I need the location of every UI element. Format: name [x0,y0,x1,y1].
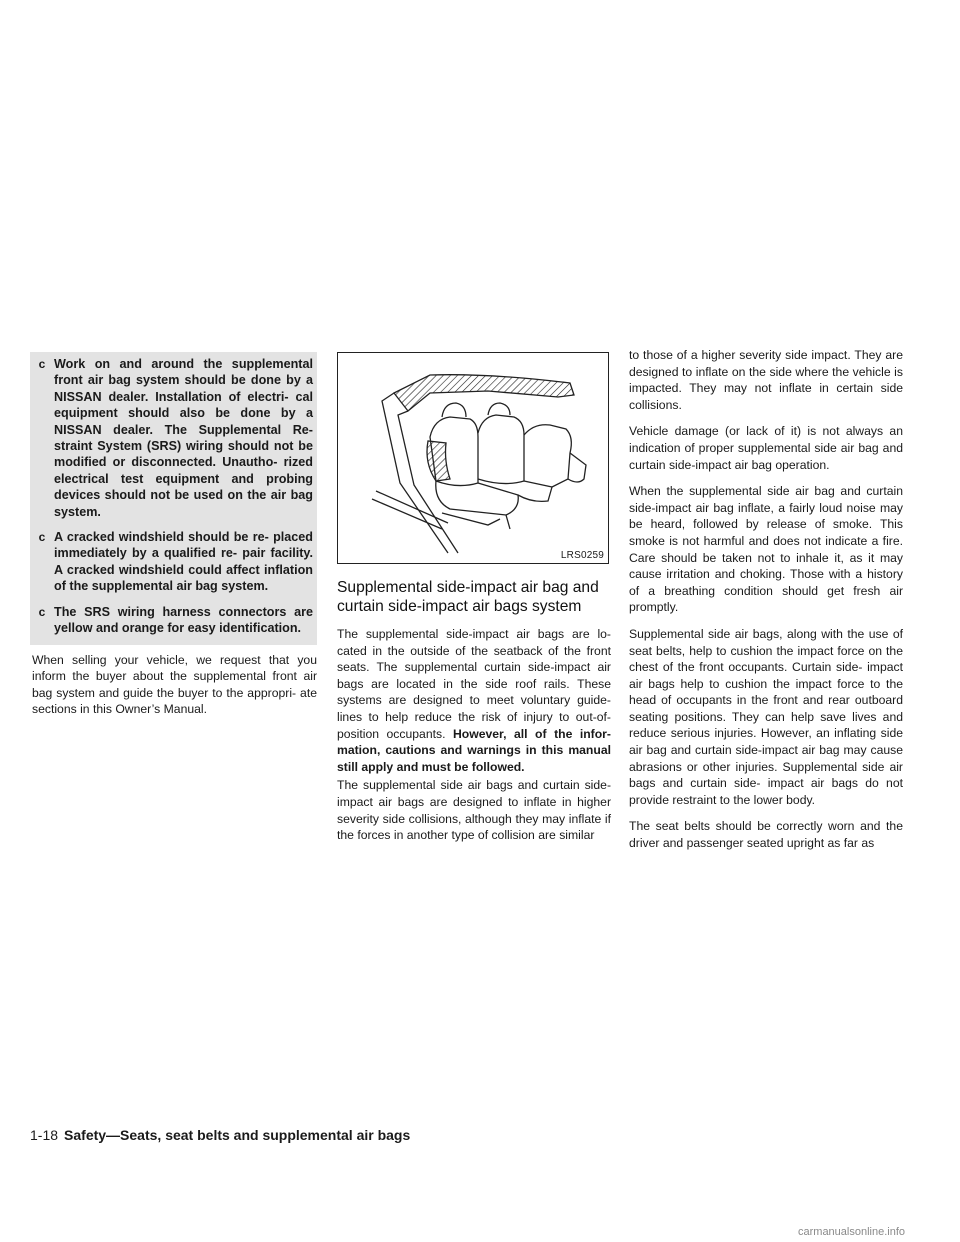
middle-column [337,352,611,854]
bullet-icon: c [38,604,46,619]
bold-notice: However, all of the infor- mation, cautions and warnings in this manual still apply and must be followed. [337,726,611,774]
warning-box [30,352,317,645]
side-airbag-illustration [337,352,609,564]
bullet-icon: c [38,357,46,371]
paragraph: to those of a higher severity side impact. They are designed to inflate on the side where the vehicle is impacted. They may not inflate in certain side collisions. [629,348,903,412]
side-airbag-paragraph-1 [337,626,611,775]
side-airbag-paragraph-2: The supplemental side air bags and curtain side- impact air bags are designed to inflate in higher severity side collisions, although they may inflate if the forces in another type of collision are similar [337,778,611,843]
paragraph: Supplemental side air bags, along with the use of seat belts, help to cushion the impact force on the chest of the front occupants. Curtain side- impact air bags help to cushion the impact force to the head of occupants in the front and rear outboard seating positions. They can help save lives and reduce serious injuries. However, an inflating side air bag and curtain side-impact air bag may cause abrasions or other injuries. Supplemental side air bags and curtain side- impact air bags do not provide restraint to the lower body. [629,626,903,807]
paragraph-text: The supplemental side-impact air bags are lo- cated in the outside of the seatback of the front seats. The supplemental curtain side-impact air bags are located in the side roof rails. These systems are designed to meet voluntary guide- lines to help reduce the risk of injury to out-of- position occupants. [337,627,611,741]
seat-airbag-drawing [338,353,610,565]
page-number: 1-18 [30,1127,59,1143]
section-heading: Supplemental side-impact air bag and curtain side-impact air bags system [337,579,599,615]
warning-text: A cracked windshield should be re- placed immediately by a qualified re- pair facility. A cracked windshield could affect inflation of the supplemental air bag system. [54,530,313,594]
paragraph: Vehicle damage (or lack of it) is not always an indication of proper supplemental side air bag and curtain side-impact air bag operation. [629,424,903,472]
paragraph: When the supplemental side air bag and curtain side-impact air bag inflate, a fairly loud noise may be heard, followed by release of smoke. This smoke is not harmful and does not indicate a fire. Care should be taken not to inhale it, as it may cause irritation and choking. Those with a history of a breathing condition should get fresh air promptly. [629,484,903,615]
selling-vehicle-paragraph: When selling your vehicle, we request that you inform the buyer about the supplemental front air bag system and guide the buyer to the appropri- ate sections in this Owner’s Manual. [32,652,317,717]
warning-text: Work on and around the supplemental front air bag system should be done by a NISSAN dealer. Installation of electri- cal equipment should also be done by a NISSAN dealer. The Supplemental Re- straint System (SRS) wiring should not be modified or disconnected. Unautho- rized electrical test equipment and probing devices should not be used on the air bag system. [54,357,313,519]
warning-item [34,529,313,595]
left-column [30,352,317,728]
footer-section-title: Safety—Seats, seat belts and supplemental air bags [64,1127,411,1143]
paragraph: The seat belts should be correctly worn and the driver and passenger seated upright as far as [629,819,903,851]
warning-text: The SRS wiring harness connectors are yellow and orange for easy identification. [54,604,313,636]
right-column [629,348,903,862]
warning-item [34,604,313,637]
warning-item [34,356,313,520]
figure-code: LRS0259 [560,550,604,561]
watermark: carmanualsonline.info [798,1226,906,1238]
warning-list [34,356,313,637]
bullet-icon: c [38,530,46,545]
page-footer [30,1127,410,1143]
